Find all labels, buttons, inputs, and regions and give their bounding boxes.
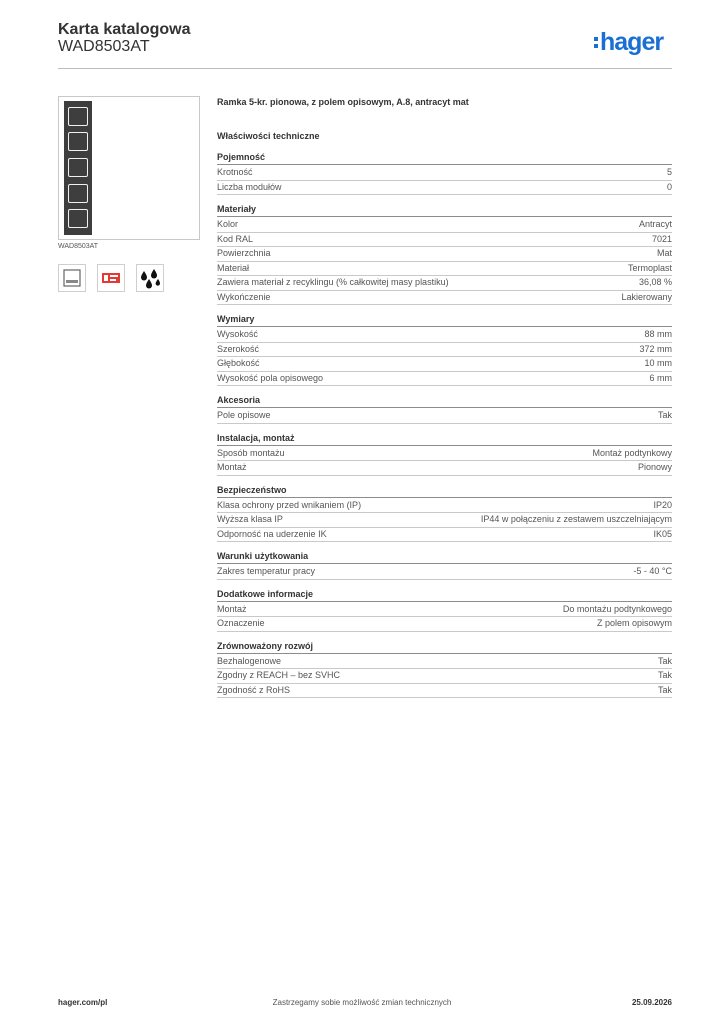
spec-row <box>217 262 672 277</box>
spec-label: Montaż <box>217 462 247 472</box>
spec-value: Pionowy <box>637 462 672 472</box>
spec-label: Zakres temperatur pracy <box>217 566 316 576</box>
logo-dots-icon <box>594 37 598 48</box>
spec-label: Liczba modułów <box>217 181 282 192</box>
spec-row <box>217 247 672 262</box>
product-description: Ramka 5-kr. pionowa, z polem opisowym, A.8, antracyt mat <box>217 97 469 107</box>
spec-label: Krotność <box>217 167 253 177</box>
product-code: WAD8503AT <box>58 38 150 55</box>
spec-row <box>217 565 672 580</box>
spec-sheet <box>217 95 672 706</box>
spec-value: Mat <box>656 248 672 258</box>
spec-row <box>217 684 672 699</box>
spec-label: Materiał <box>217 262 250 273</box>
spec-value: Tak <box>657 684 672 695</box>
spec-label: Zgodny z REACH – bez SVHC <box>217 670 341 680</box>
technical-properties-heading: Właściwości techniczne <box>217 131 320 141</box>
section-heading: Zrównoważony rozwój <box>217 640 672 654</box>
spec-row <box>217 409 672 424</box>
section-heading: Bezpieczeństwo <box>217 484 672 498</box>
spec-row <box>217 343 672 358</box>
product-image <box>58 96 200 240</box>
spec-value: IK05 <box>653 528 672 539</box>
spec-label: Oznaczenie <box>217 618 265 628</box>
spec-sections <box>217 151 672 698</box>
spec-label: Wyższa klasa IP <box>217 514 283 524</box>
spec-value: 10 mm <box>644 358 672 368</box>
spec-label: Montaż <box>217 603 247 614</box>
spec-row <box>217 218 672 233</box>
spec-row <box>217 669 672 684</box>
spec-section <box>217 640 672 699</box>
document-title: Karta katalogowa <box>58 21 191 38</box>
spec-row <box>217 357 672 372</box>
spec-label: Wykończenie <box>217 291 271 302</box>
spec-value: IP44 w połączeniu z zestawem uszczelniającym <box>480 514 672 524</box>
label-field-icon <box>58 264 86 292</box>
spec-row <box>217 655 672 670</box>
frame-illustration <box>64 101 92 235</box>
spec-row <box>217 447 672 462</box>
hager-logo[interactable] <box>594 28 663 56</box>
spec-label: Bezhalogenowe <box>217 655 282 666</box>
spec-row <box>217 181 672 196</box>
spec-value: 36,08 % <box>638 277 672 287</box>
section-heading: Materiały <box>217 203 672 217</box>
spec-row <box>217 499 672 514</box>
section-heading: Pojemność <box>217 151 672 165</box>
spec-section <box>217 550 672 580</box>
spec-row <box>217 166 672 181</box>
spec-value: Do montażu podtynkowego <box>562 603 672 614</box>
logo-wordmark: hager <box>600 28 664 56</box>
spec-label: Wysokość pola opisowego <box>217 372 323 383</box>
spec-label: Pole opisowe <box>217 410 271 420</box>
spec-label: Powierzchnia <box>217 248 271 258</box>
spec-row <box>217 603 672 618</box>
spec-row <box>217 291 672 306</box>
flame-retardant-icon <box>97 264 125 292</box>
spec-section <box>217 394 672 424</box>
water-drops-icon <box>136 264 164 292</box>
spec-value: 372 mm <box>639 343 672 354</box>
spec-label: Kod RAL <box>217 233 254 244</box>
spec-value: 5 <box>666 167 672 177</box>
spec-label: Sposób montażu <box>217 447 285 458</box>
spec-row <box>217 617 672 632</box>
section-heading: Akcesoria <box>217 394 672 408</box>
spec-row <box>217 513 672 528</box>
spec-label: Odporność na uderzenie IK <box>217 528 327 539</box>
spec-section <box>217 588 672 632</box>
spec-section <box>217 484 672 543</box>
header-divider <box>58 68 672 69</box>
spec-value: 7021 <box>651 233 672 244</box>
spec-section <box>217 432 672 476</box>
spec-label: Zawiera materiał z recyklingu (% całkowitej masy plastiku) <box>217 277 449 287</box>
spec-label: Szerokość <box>217 343 260 354</box>
spec-row <box>217 276 672 291</box>
spec-value: Antracyt <box>638 219 672 229</box>
spec-row <box>217 233 672 248</box>
product-image-caption: WAD8503AT <box>58 243 99 250</box>
spec-value: IP20 <box>653 499 672 510</box>
section-heading: Wymiary <box>217 313 672 327</box>
spec-value: 6 mm <box>649 372 672 383</box>
spec-value: -5 - 40 °C <box>633 566 672 576</box>
spec-label: Klasa ochrony przed wnikaniem (IP) <box>217 499 362 510</box>
spec-value: 88 mm <box>644 329 672 339</box>
spec-section <box>217 313 672 386</box>
spec-value: Z polem opisowym <box>596 618 672 628</box>
spec-section <box>217 151 672 195</box>
spec-row <box>217 328 672 343</box>
spec-value: Lakierowany <box>621 291 672 302</box>
spec-value: Montaż podtynkowy <box>592 447 672 458</box>
footer-website[interactable]: hager.com/pl <box>58 998 108 1007</box>
section-heading: Dodatkowe informacje <box>217 588 672 602</box>
spec-row <box>217 372 672 387</box>
footer-notice: Zastrzegamy sobie możliwość zmian technicznych <box>272 998 452 1007</box>
spec-value: 0 <box>666 181 672 192</box>
section-heading: Instalacja, montaż <box>217 432 672 446</box>
spec-value: Tak <box>657 655 672 666</box>
spec-label: Głębokość <box>217 358 260 368</box>
spec-row <box>217 528 672 543</box>
spec-section <box>217 203 672 305</box>
spec-value: Tak <box>657 410 672 420</box>
spec-label: Wysokość <box>217 329 258 339</box>
spec-label: Zgodność z RoHS <box>217 684 291 695</box>
spec-row <box>217 461 672 476</box>
spec-label: Kolor <box>217 219 239 229</box>
spec-value: Termoplast <box>627 262 672 273</box>
footer-date: 25.09.2026 <box>631 998 672 1007</box>
section-heading: Warunki użytkowania <box>217 550 672 564</box>
spec-value: Tak <box>657 670 672 680</box>
